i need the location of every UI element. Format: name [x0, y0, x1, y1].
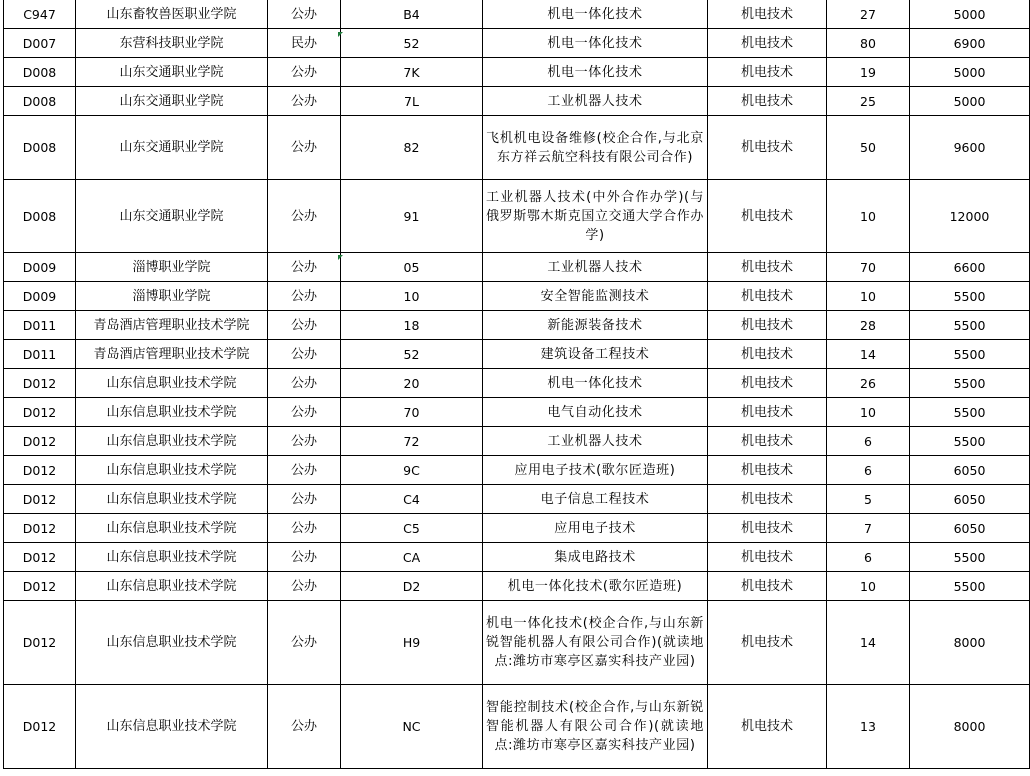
table-row — [4, 0, 1030, 29]
plan-count-cell: 5 — [827, 485, 910, 514]
tuition-fee-cell: 5500 — [910, 427, 1030, 456]
table-row — [4, 572, 1030, 601]
school-code-cell: D012 — [4, 456, 76, 485]
plan-count-cell: 10 — [827, 282, 910, 311]
category-cell: 机电技术 — [708, 253, 827, 282]
major-code-cell: CA — [341, 543, 483, 572]
school-type-cell: 公办 — [268, 685, 341, 769]
tuition-fee-cell: 5500 — [910, 282, 1030, 311]
school-type-cell: 公办 — [268, 485, 341, 514]
major-name-cell: 智能控制技术(校企合作,与山东新锐智能机器人有限公司合作)(就读地点:潍坊市寒亭区嘉实科技产业园) — [483, 685, 708, 769]
tuition-fee-cell: 5500 — [910, 311, 1030, 340]
school-code-cell: D007 — [4, 29, 76, 58]
plan-count-cell: 19 — [827, 58, 910, 87]
school-name-cell: 淄博职业学院 — [76, 282, 268, 311]
tuition-fee-cell: 6900 — [910, 29, 1030, 58]
school-code-cell: D012 — [4, 572, 76, 601]
school-type-cell: 公办 — [268, 543, 341, 572]
major-name-cell: 工业机器人技术(中外合作办学)(与俄罗斯鄂木斯克国立交通大学合作办学) — [483, 180, 708, 253]
plan-count-cell: 26 — [827, 369, 910, 398]
tuition-fee-cell: 6050 — [910, 485, 1030, 514]
school-name-cell: 山东交通职业学院 — [76, 116, 268, 180]
tuition-fee-cell: 8000 — [910, 601, 1030, 685]
major-code-cell: 20 — [341, 369, 483, 398]
school-type-cell: 公办 — [268, 369, 341, 398]
category-cell: 机电技术 — [708, 398, 827, 427]
plan-count-cell: 14 — [827, 601, 910, 685]
school-name-cell: 山东信息职业技术学院 — [76, 369, 268, 398]
table-row — [4, 87, 1030, 116]
plan-count-cell: 10 — [827, 398, 910, 427]
table-row — [4, 58, 1030, 87]
plan-count-cell: 80 — [827, 29, 910, 58]
school-code-cell: D008 — [4, 116, 76, 180]
tuition-fee-cell: 5500 — [910, 369, 1030, 398]
school-code-cell: D012 — [4, 601, 76, 685]
plan-count-cell: 50 — [827, 116, 910, 180]
table-row — [4, 456, 1030, 485]
comment-marker — [338, 32, 343, 37]
tuition-fee-cell: 6050 — [910, 514, 1030, 543]
tuition-fee-cell: 8000 — [910, 685, 1030, 769]
plan-count-cell: 27 — [827, 0, 910, 29]
category-cell: 机电技术 — [708, 543, 827, 572]
category-cell: 机电技术 — [708, 29, 827, 58]
major-name-cell: 应用电子技术(歌尔匠造班) — [483, 456, 708, 485]
category-cell: 机电技术 — [708, 427, 827, 456]
table-row — [4, 369, 1030, 398]
major-code-cell: 10 — [341, 282, 483, 311]
major-code-cell: 7L — [341, 87, 483, 116]
major-name-cell: 机电一体化技术 — [483, 0, 708, 29]
school-code-cell: C947 — [4, 0, 76, 29]
plan-count-cell: 13 — [827, 685, 910, 769]
plan-count-cell: 70 — [827, 253, 910, 282]
school-type-cell: 公办 — [268, 253, 341, 282]
comment-marker — [338, 255, 343, 260]
school-name-cell: 山东信息职业技术学院 — [76, 685, 268, 769]
school-code-cell: D009 — [4, 282, 76, 311]
school-type-cell: 公办 — [268, 427, 341, 456]
category-cell: 机电技术 — [708, 601, 827, 685]
school-code-cell: D012 — [4, 543, 76, 572]
tuition-fee-cell: 5000 — [910, 58, 1030, 87]
table-row — [4, 543, 1030, 572]
category-cell: 机电技术 — [708, 572, 827, 601]
table-row — [4, 427, 1030, 456]
major-code-cell: C4 — [341, 485, 483, 514]
major-name-cell: 电子信息工程技术 — [483, 485, 708, 514]
tuition-fee-cell: 5500 — [910, 398, 1030, 427]
major-name-cell: 机电一体化技术 — [483, 58, 708, 87]
major-name-cell: 安全智能监测技术 — [483, 282, 708, 311]
major-code-cell: 70 — [341, 398, 483, 427]
major-name-cell: 机电一体化技术(校企合作,与山东新锐智能机器人有限公司合作)(就读地点:潍坊市寒亭区嘉实科技产业园) — [483, 601, 708, 685]
school-type-cell: 公办 — [268, 572, 341, 601]
tuition-fee-cell: 5000 — [910, 0, 1030, 29]
school-code-cell: D012 — [4, 514, 76, 543]
school-code-cell: D012 — [4, 485, 76, 514]
school-name-cell: 山东信息职业技术学院 — [76, 398, 268, 427]
school-type-cell: 公办 — [268, 514, 341, 543]
school-name-cell: 山东畜牧兽医职业学院 — [76, 0, 268, 29]
school-type-cell: 公办 — [268, 87, 341, 116]
tuition-fee-cell: 6050 — [910, 456, 1030, 485]
table-row — [4, 601, 1030, 685]
major-name-cell: 机电一体化技术 — [483, 369, 708, 398]
major-name-cell: 应用电子技术 — [483, 514, 708, 543]
school-code-cell: D012 — [4, 398, 76, 427]
tuition-fee-cell: 5000 — [910, 87, 1030, 116]
major-code-cell: H9 — [341, 601, 483, 685]
major-code-cell: 72 — [341, 427, 483, 456]
school-name-cell: 山东交通职业学院 — [76, 58, 268, 87]
plan-count-cell: 25 — [827, 87, 910, 116]
table-row — [4, 116, 1030, 180]
table-row — [4, 180, 1030, 253]
major-name-cell: 电气自动化技术 — [483, 398, 708, 427]
category-cell: 机电技术 — [708, 0, 827, 29]
major-name-cell: 工业机器人技术 — [483, 253, 708, 282]
school-name-cell: 山东信息职业技术学院 — [76, 514, 268, 543]
school-type-cell: 公办 — [268, 340, 341, 369]
major-name-cell: 机电一体化技术 — [483, 29, 708, 58]
plan-count-cell: 6 — [827, 543, 910, 572]
major-name-cell: 建筑设备工程技术 — [483, 340, 708, 369]
school-code-cell: D012 — [4, 369, 76, 398]
major-code-cell: 9C — [341, 456, 483, 485]
tuition-fee-cell: 5500 — [910, 543, 1030, 572]
table-row — [4, 685, 1030, 769]
plan-count-cell: 6 — [827, 427, 910, 456]
school-code-cell: D011 — [4, 311, 76, 340]
category-cell: 机电技术 — [708, 369, 827, 398]
major-code-cell: NC — [341, 685, 483, 769]
major-name-cell: 工业机器人技术 — [483, 427, 708, 456]
school-type-cell: 公办 — [268, 601, 341, 685]
school-code-cell: D011 — [4, 340, 76, 369]
category-cell: 机电技术 — [708, 116, 827, 180]
table-row — [4, 253, 1030, 282]
table-row — [4, 311, 1030, 340]
table-row — [4, 514, 1030, 543]
school-type-cell: 公办 — [268, 180, 341, 253]
major-code-cell: 05 — [341, 253, 483, 282]
table-row — [4, 398, 1030, 427]
major-code-cell: B4 — [341, 0, 483, 29]
major-name-cell: 集成电路技术 — [483, 543, 708, 572]
school-name-cell: 山东交通职业学院 — [76, 87, 268, 116]
major-code-cell: 7K — [341, 58, 483, 87]
school-name-cell: 山东信息职业技术学院 — [76, 427, 268, 456]
category-cell: 机电技术 — [708, 311, 827, 340]
category-cell: 机电技术 — [708, 485, 827, 514]
school-name-cell: 东营科技职业学院 — [76, 29, 268, 58]
school-code-cell: D009 — [4, 253, 76, 282]
table-row — [4, 282, 1030, 311]
school-name-cell: 山东信息职业技术学院 — [76, 456, 268, 485]
major-name-cell: 新能源装备技术 — [483, 311, 708, 340]
plan-count-cell: 14 — [827, 340, 910, 369]
school-name-cell: 青岛酒店管理职业技术学院 — [76, 311, 268, 340]
tuition-fee-cell: 9600 — [910, 116, 1030, 180]
category-cell: 机电技术 — [708, 180, 827, 253]
major-code-cell: 52 — [341, 29, 483, 58]
category-cell: 机电技术 — [708, 514, 827, 543]
tuition-fee-cell: 5500 — [910, 572, 1030, 601]
school-name-cell: 青岛酒店管理职业技术学院 — [76, 340, 268, 369]
category-cell: 机电技术 — [708, 282, 827, 311]
tuition-fee-cell: 6600 — [910, 253, 1030, 282]
major-name-cell: 工业机器人技术 — [483, 87, 708, 116]
school-type-cell: 公办 — [268, 456, 341, 485]
tuition-fee-cell: 5500 — [910, 340, 1030, 369]
major-code-cell: D2 — [341, 572, 483, 601]
school-name-cell: 山东交通职业学院 — [76, 180, 268, 253]
plan-count-cell: 6 — [827, 456, 910, 485]
tuition-fee-cell: 12000 — [910, 180, 1030, 253]
plan-count-cell: 10 — [827, 180, 910, 253]
plan-count-cell: 28 — [827, 311, 910, 340]
category-cell: 机电技术 — [708, 58, 827, 87]
table-row — [4, 485, 1030, 514]
plan-count-cell: 7 — [827, 514, 910, 543]
school-type-cell: 公办 — [268, 116, 341, 180]
major-code-cell: 82 — [341, 116, 483, 180]
admission-plan-table — [3, 0, 1030, 769]
school-name-cell: 山东信息职业技术学院 — [76, 601, 268, 685]
school-type-cell: 民办 — [268, 29, 341, 58]
school-code-cell: D008 — [4, 87, 76, 116]
school-type-cell: 公办 — [268, 282, 341, 311]
school-name-cell: 淄博职业学院 — [76, 253, 268, 282]
major-code-cell: 91 — [341, 180, 483, 253]
school-code-cell: D012 — [4, 427, 76, 456]
school-type-cell: 公办 — [268, 311, 341, 340]
category-cell: 机电技术 — [708, 685, 827, 769]
category-cell: 机电技术 — [708, 456, 827, 485]
major-code-cell: 18 — [341, 311, 483, 340]
school-type-cell: 公办 — [268, 398, 341, 427]
school-name-cell: 山东信息职业技术学院 — [76, 543, 268, 572]
plan-count-cell: 10 — [827, 572, 910, 601]
major-name-cell: 飞机机电设备维修(校企合作,与北京东方祥云航空科技有限公司合作) — [483, 116, 708, 180]
school-code-cell: D008 — [4, 180, 76, 253]
school-type-cell: 公办 — [268, 58, 341, 87]
school-code-cell: D012 — [4, 685, 76, 769]
school-name-cell: 山东信息职业技术学院 — [76, 485, 268, 514]
major-code-cell: C5 — [341, 514, 483, 543]
table-row — [4, 340, 1030, 369]
school-code-cell: D008 — [4, 58, 76, 87]
category-cell: 机电技术 — [708, 340, 827, 369]
table-row — [4, 29, 1030, 58]
category-cell: 机电技术 — [708, 87, 827, 116]
school-type-cell: 公办 — [268, 0, 341, 29]
major-name-cell: 机电一体化技术(歌尔匠造班) — [483, 572, 708, 601]
school-name-cell: 山东信息职业技术学院 — [76, 572, 268, 601]
major-code-cell: 52 — [341, 340, 483, 369]
